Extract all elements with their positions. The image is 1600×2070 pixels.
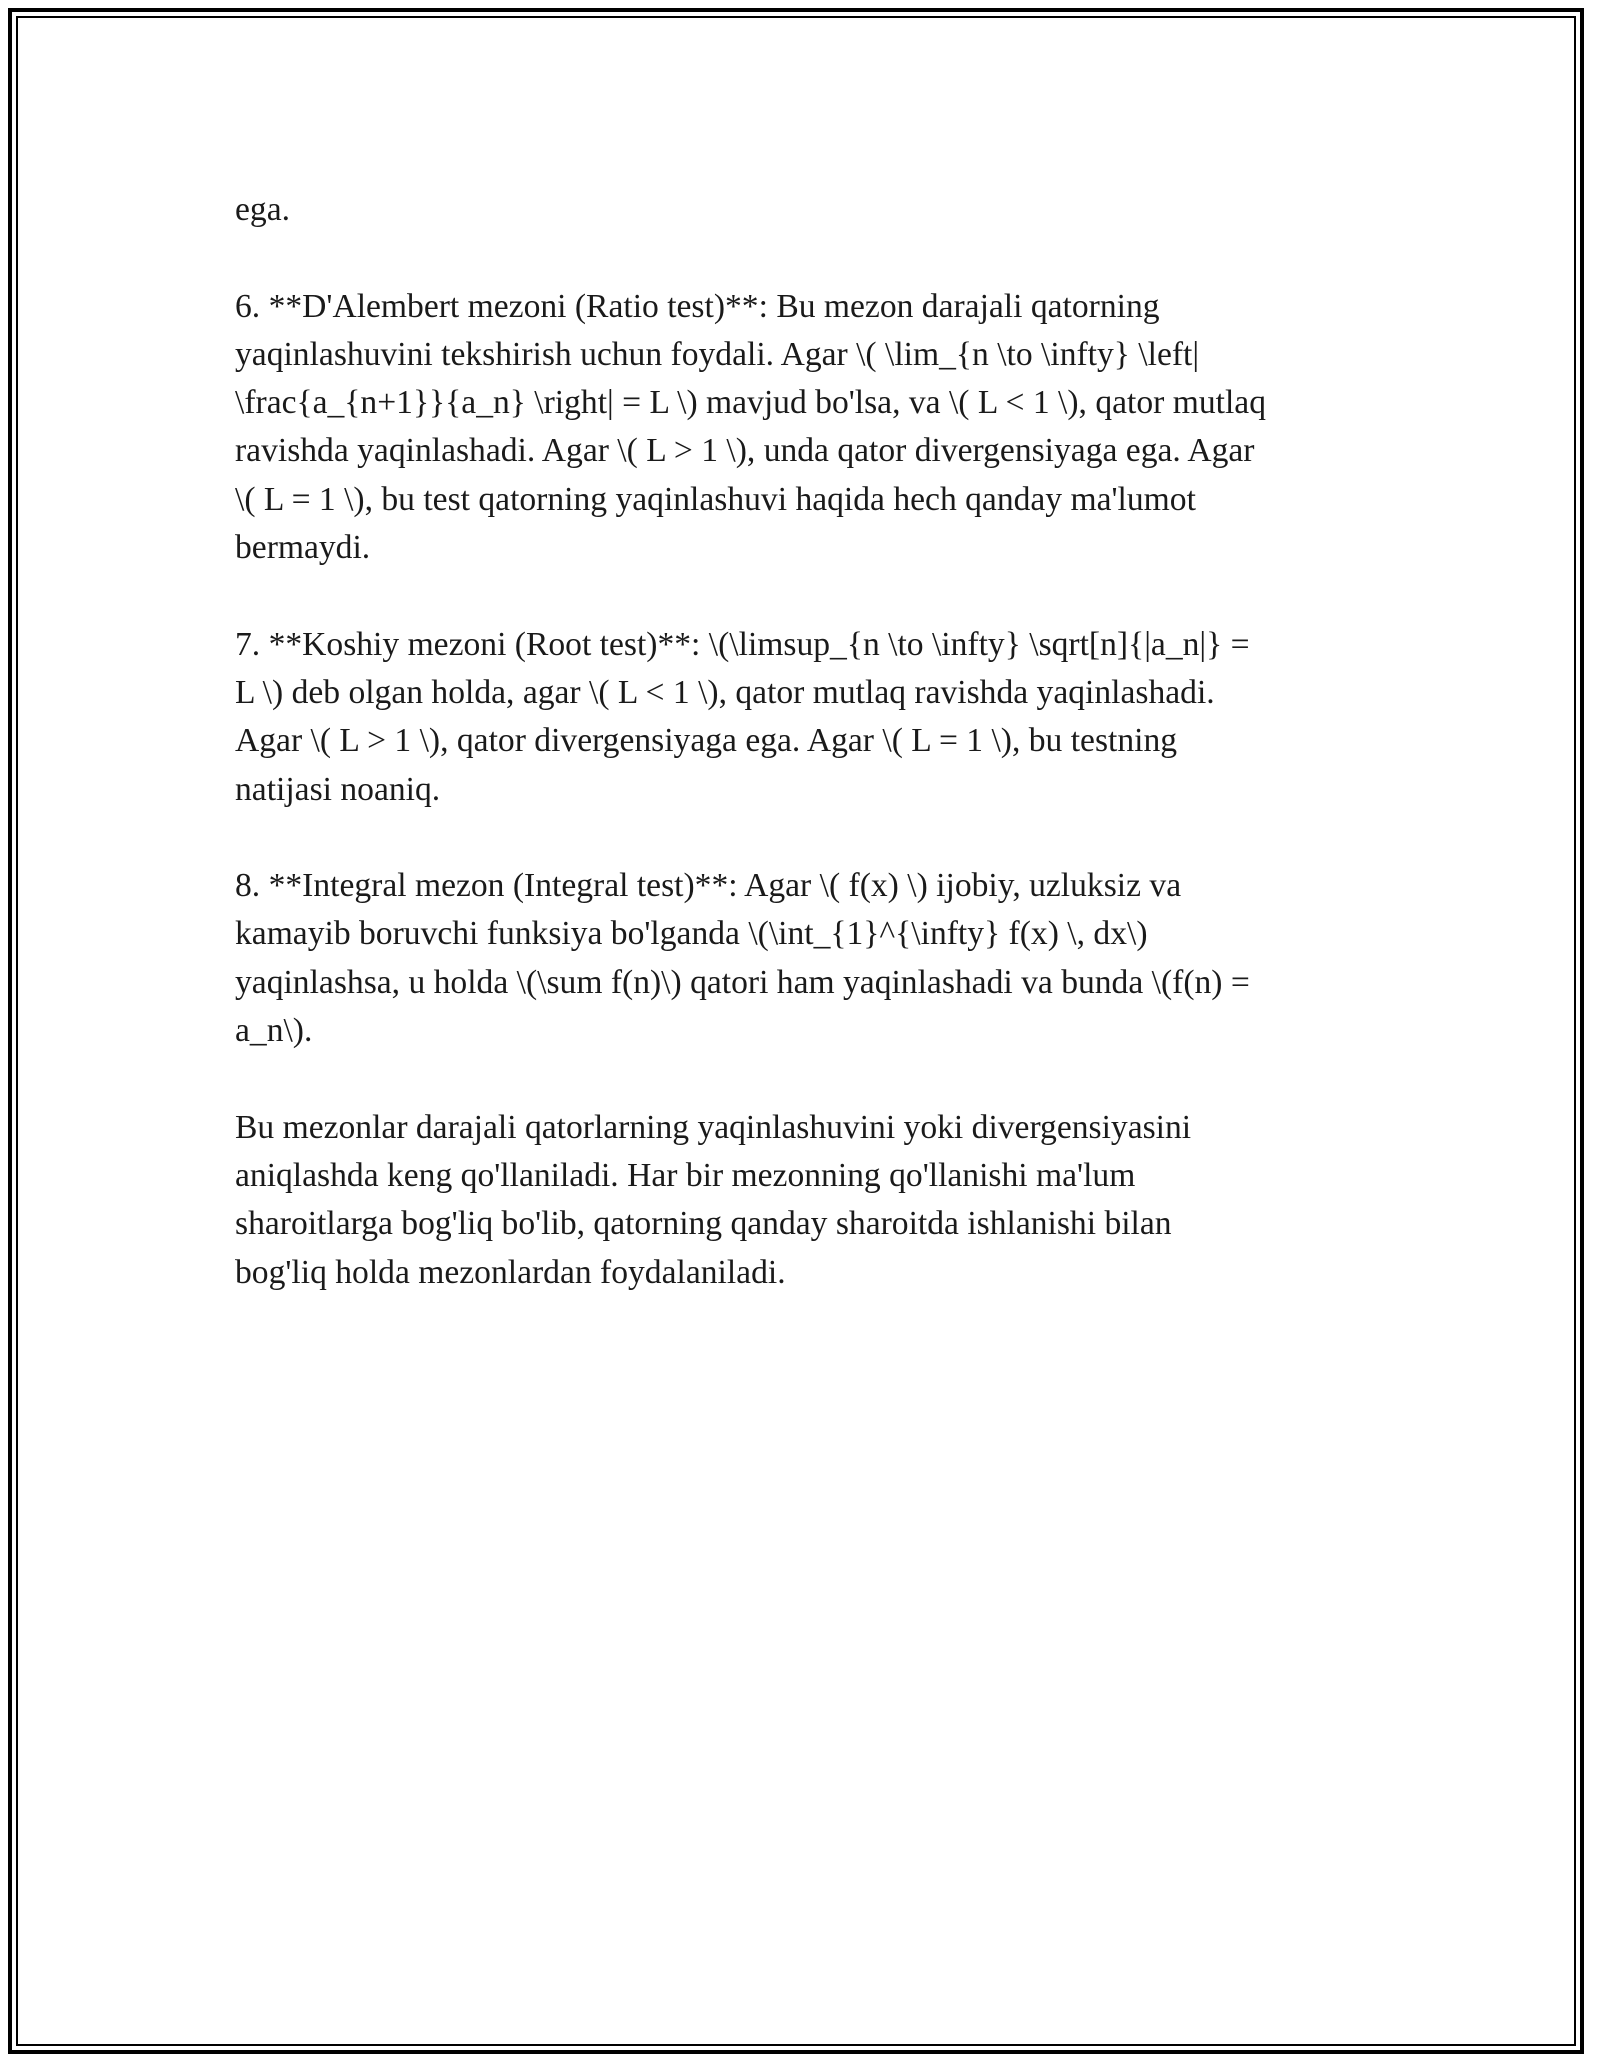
text-line: yaqinlashuvini tekshirish uchun foydali. Agar \( \lim_{n \to \infty} \left| xyxy=(235,335,1200,373)
text-line: yaqinlashsa, u holda \(\sum f(n)\) qatori ham yaqinlashadi va bunda \(f(n) = xyxy=(235,963,1250,1001)
text-line: Bu mezonlar darajali qatorlarning yaqinlashuvini yoki divergensiyasini xyxy=(235,1108,1192,1146)
paragraph-gap xyxy=(235,814,1395,862)
text-line: bermaydi. xyxy=(235,529,371,567)
text-line: aniqlashda keng qo'llaniladi. Har bir mezonning qo'llanishi ma'lum xyxy=(235,1156,1136,1194)
paragraph-gap xyxy=(235,1055,1395,1103)
text-line: ravishda yaqinlashadi. Agar \( L > 1 \), unda qator divergensiyaga ega. Agar xyxy=(235,432,1255,470)
text-line: L \) deb olgan holda, agar \( L < 1 \), qator mutlaq ravishda yaqinlashadi. xyxy=(235,673,1215,711)
text-line: bog'liq holda mezonlardan foydalaniladi. xyxy=(235,1253,786,1291)
text-line: \( L = 1 \), bu test qatorning yaqinlashuvi haqida hech qanday ma'lumot xyxy=(235,480,1196,518)
text-line: Agar \( L > 1 \), qator divergensiyaga ega. Agar \( L = 1 \), bu testning xyxy=(235,722,1178,760)
text-line: 7. **Koshiy mezoni (Root test)**: \(\limsup_{n \to \infty} \sqrt[n]{|a_n|} = xyxy=(235,625,1250,663)
text-line: a_n\). xyxy=(235,1012,313,1050)
text-line: kamayib boruvchi funksiya bo'lganda \(\int_{1}^{\infty} f(x) \, dx\) xyxy=(235,915,1148,953)
text-line: ega. xyxy=(235,191,290,228)
text-line: sharoitlarga bog'liq bo'lib, qatorning qanday sharoitda ishlanishi bilan xyxy=(235,1205,1172,1243)
text-line: 8. **Integral mezon (Integral test)**: Agar \( f(x) \) ijobiy, uzluksiz va xyxy=(235,867,1182,905)
text-line: \frac{a_{n+1}}{a_n} \right| = L \) mavjud bo'lsa, va \( L < 1 \), qator mutlaq xyxy=(235,384,1266,422)
text-line: natijasi noaniq. xyxy=(235,770,441,808)
document-body xyxy=(235,186,1395,1297)
paragraph-gap xyxy=(235,234,1395,282)
text-line: 6. **D'Alembert mezoni (Ratio test)**: Bu mezon darajali qatorning xyxy=(235,287,1160,325)
paragraph-gap xyxy=(235,572,1395,620)
